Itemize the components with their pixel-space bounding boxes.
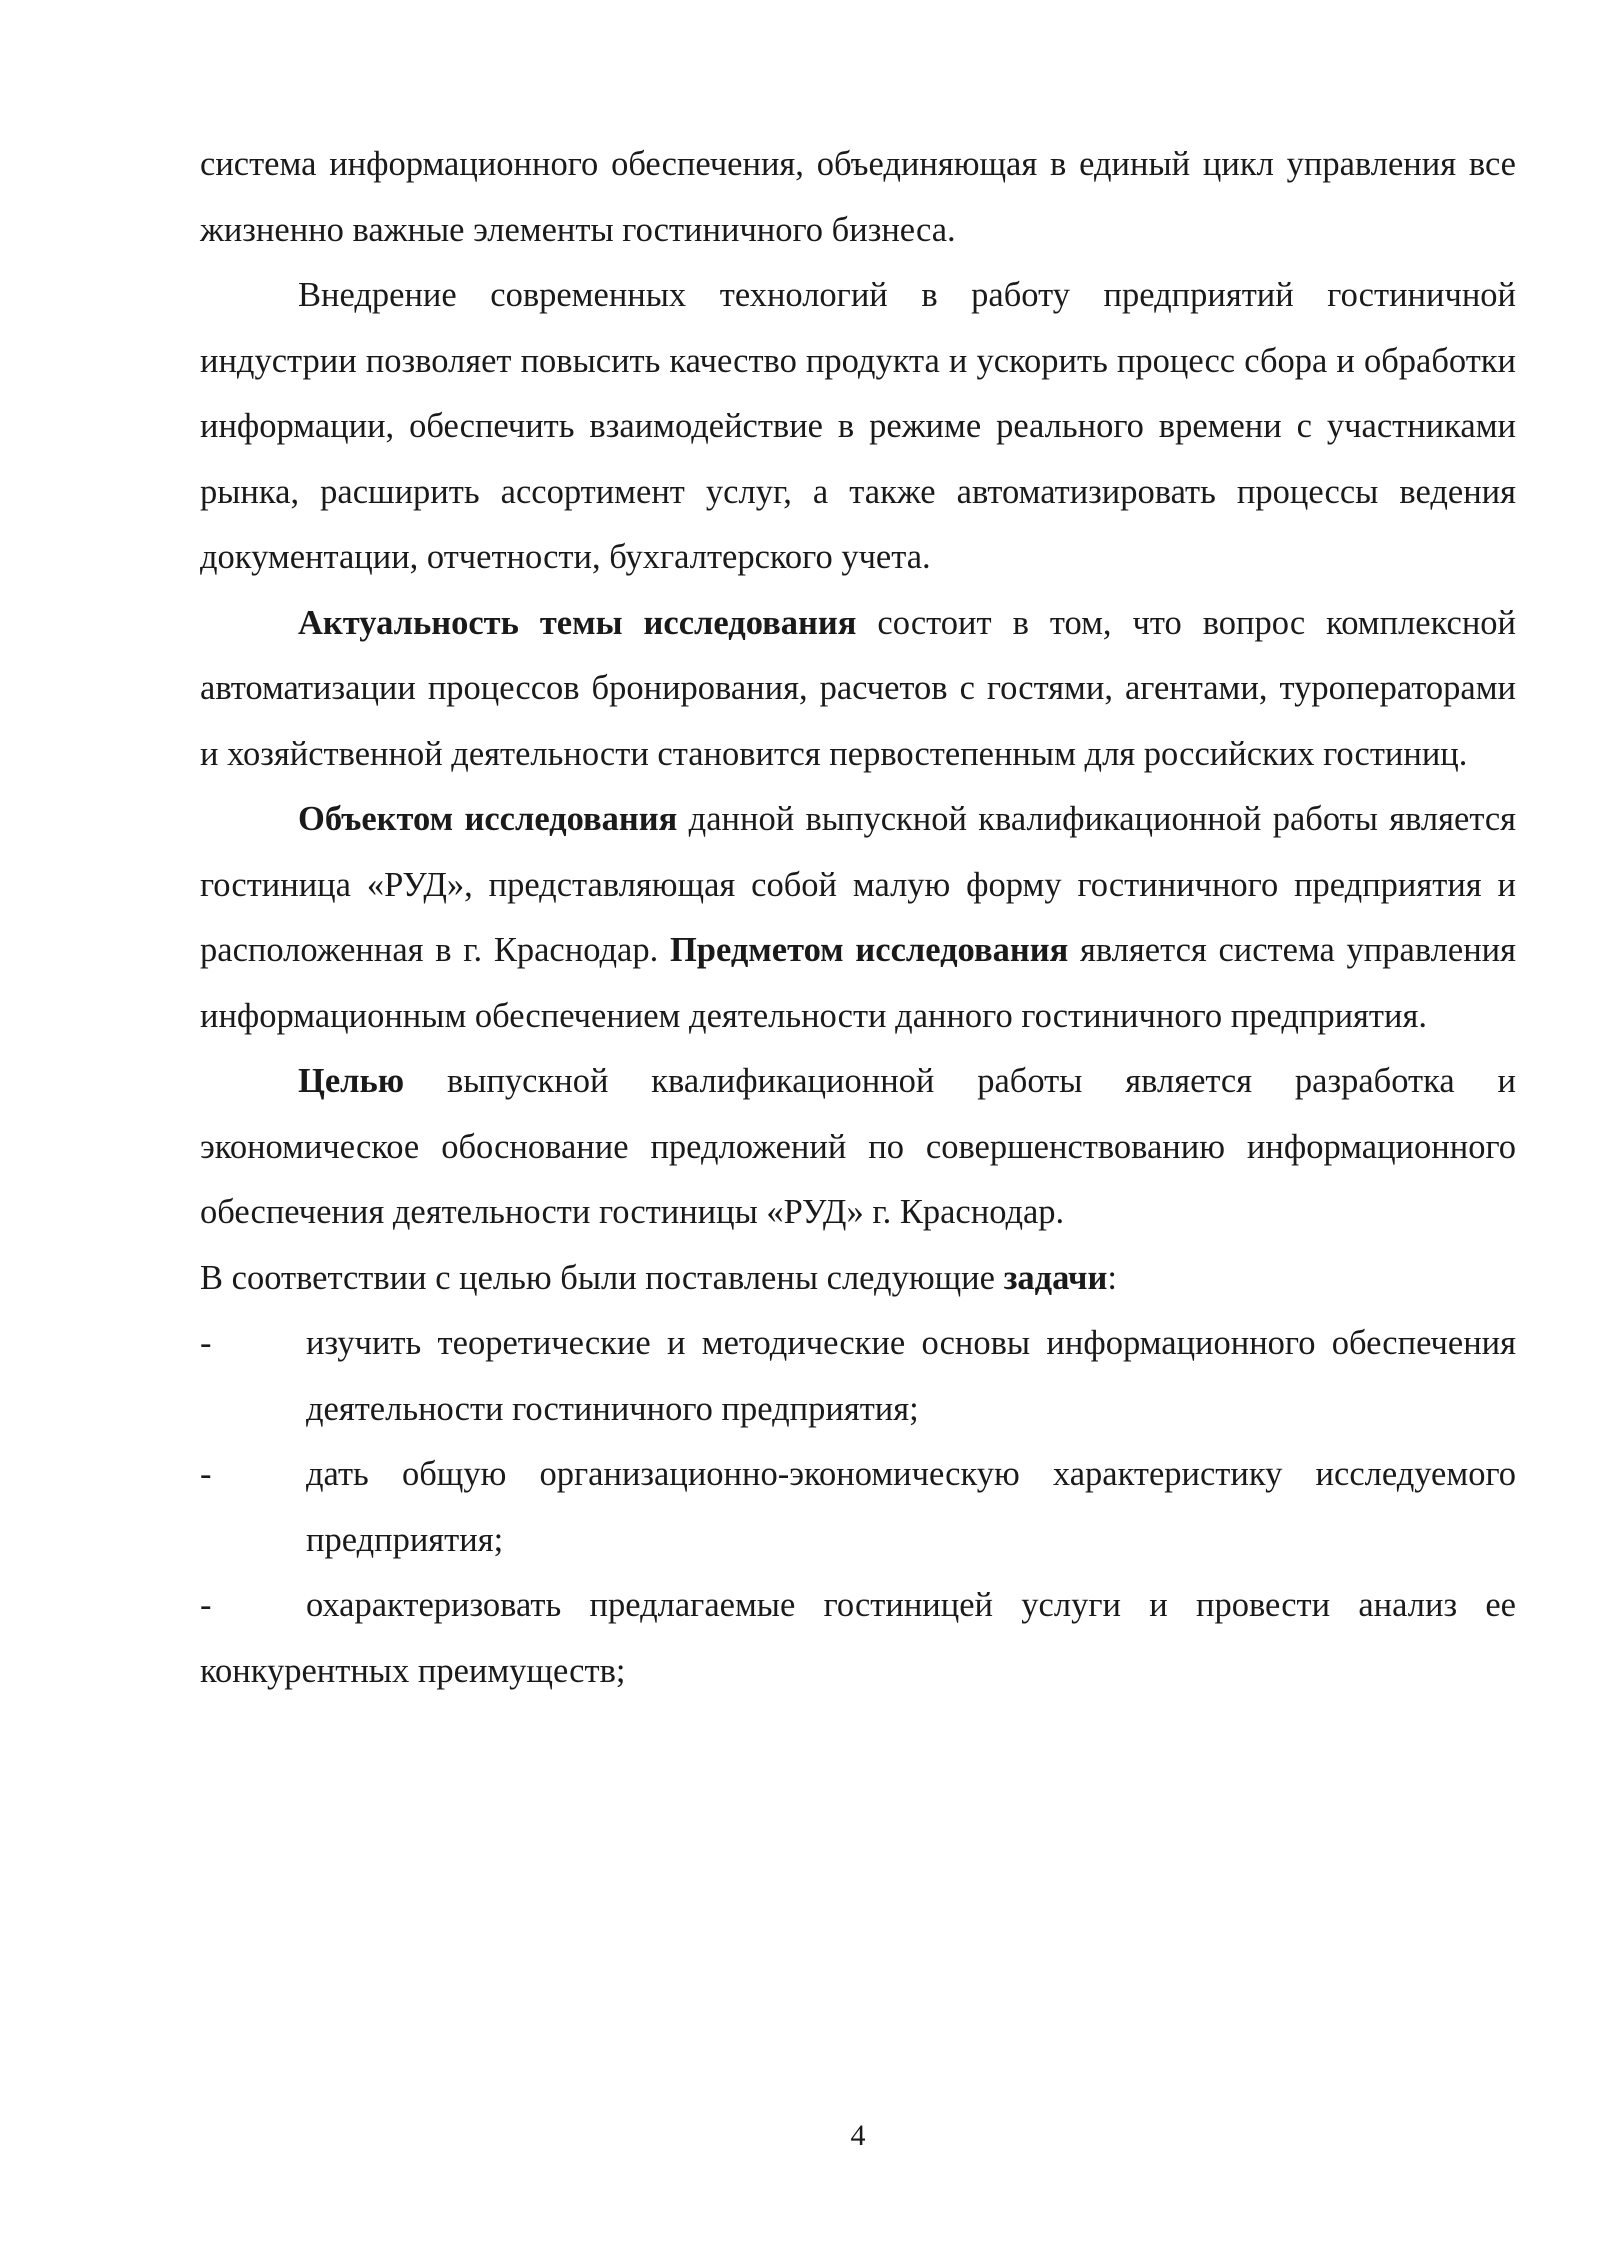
subject-heading: Предметом исследования — [669, 931, 1069, 969]
relevance-heading: Актуальность темы исследования — [298, 603, 857, 642]
task-text: изучить теоретические и методические основы информационного обеспечения деятельности гостиничного предприятия; — [306, 1324, 1516, 1428]
relevance-text: состоит в том, что вопрос комплексной автоматизации процессов бронирования, расчетов с гостями, агентами, туроператорами и хозяйственной деятельности становится первостепенным для российских гостиниц. — [200, 603, 1516, 773]
object-text: данной выпускной квалификационной работы является гостиница «РУД», представляющая собой малую форму гостиничного предприятия и расположенная в г. Краснодар. — [200, 800, 1516, 969]
paragraph-tasks-intro — [200, 1246, 1516, 1312]
goal-text: выпускной квалификационной работы является разработка и экономическое обоснование предложений по совершенствованию информационного обеспечения деятельности гостиницы «РУД» г. Краснодар. — [200, 1062, 1516, 1231]
tasks-intro-text: В соответствии с целью были поставлены следующие — [200, 1258, 1004, 1297]
paragraph-relevance — [200, 591, 1516, 788]
list-dash: - — [200, 1586, 212, 1624]
paragraph-technologies: Внедрение современных технологий в работу предприятий гостиничной индустрии позволяет повысить качество продукта и ускорить процесс сбора и обработки информации, обеспечить взаимодействие в режиме реального времени с участниками рынка, расширить ассортимент услуг, а также автоматизировать процессы ведения документации, отчетности, бухгалтерского учета. — [200, 276, 1516, 576]
body-text — [200, 132, 1516, 1704]
task-text: дать общую организационно-экономическую характеристику исследуемого предприятия; — [306, 1455, 1516, 1559]
tasks-heading: задачи — [1003, 1258, 1108, 1297]
object-heading: Объектом исследования — [298, 800, 678, 838]
task-item-1 — [200, 1311, 1516, 1442]
list-dash: - — [200, 1324, 212, 1362]
task-item-2 — [200, 1442, 1516, 1573]
paragraph-goal — [200, 1049, 1516, 1246]
goal-heading: Целью — [298, 1062, 405, 1100]
subject-text: является система управления информационным обеспечением деятельности данного гостиничного предприятия. — [200, 931, 1516, 1035]
task-text: охарактеризовать предлагаемые гостиницей услуги и провести анализ ее конкурентных преимуществ; — [200, 1586, 1516, 1690]
paragraph-object — [200, 787, 1516, 1049]
list-dash: - — [200, 1455, 212, 1493]
task-item-3 — [200, 1573, 1516, 1704]
tasks-colon: : — [1107, 1258, 1117, 1297]
paragraph-continuation: система информационного обеспечения, объединяющая в единый цикл управления все жизненно важные элементы гостиничного бизнеса. — [200, 145, 1516, 249]
page-number: 4 — [850, 2119, 866, 2152]
